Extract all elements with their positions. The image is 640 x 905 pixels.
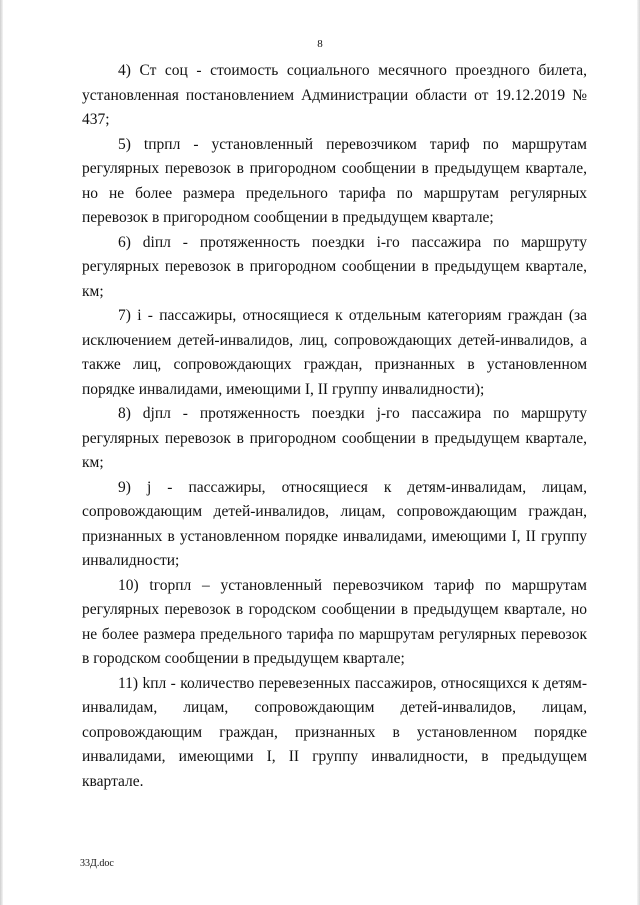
scan-edge-left [0, 0, 3, 905]
paragraph-item-6: 6) diпл - протяженность поездки i-го пассажира по маршруту регулярных перевозок в пригородном сообщении в предыдущем квартале, км; [82, 233, 587, 300]
paragraph-item-7: 7) i - пассажиры, относящиеся к отдельным категориям граждан (за исключением детей-инвалидов, лиц, сопровождающих детей-инвалидов, а также лиц, сопровождающих граждан, признанных в установленном порядке инвалидами, имеющими I, II группу инвалидности); [82, 307, 587, 398]
document-body [82, 59, 587, 794]
paragraph-item-11: 11) kпл - количество перевезенных пассажиров, относящихся к детям-инвалидам, лицам, сопровождающим детей-инвалидов, лицам, сопровождающим граждан, признанных в установленном порядке инвалидами, имеющими I, II группу инвалидности, в предыдущем квартале. [82, 674, 587, 790]
paragraph-item-8: 8) djпл - протяженность поездки j-го пассажира по маршруту регулярных перевозок в пригородном сообщении в предыдущем квартале, км; [82, 405, 587, 471]
paragraph-item-9: 9) j - пассажиры, относящиеся к детям-инвалидам, лицам, сопровождающим детей-инвалидов, лицам, сопровождающим граждан, признанных в установленном порядке инвалидами, имеющими I, II группу инвалидности; [82, 478, 587, 569]
page-number: 8 [317, 38, 323, 50]
paragraph-item-4: 4) Ст соц - стоимость социального месячного проездного билета, установленная постановлением Администрации области от 19.12.2019 № 437; [82, 62, 587, 128]
paragraph-item-10: 10) tгорпл – установленный перевозчиком тариф по маршрутам регулярных перевозок в городском сообщении в предыдущем квартале, но не более размера предельного тарифа по маршрутам регулярных перевозок в городском сообщении в предыдущем квартале; [82, 576, 587, 667]
paragraph-item-5: 5) tпрпл - установленный перевозчиком тариф по маршрутам регулярных перевозок в пригородном сообщении в предыдущем квартале, но не более размера предельного тарифа по маршрутам регулярных перевозок в пригородном сообщении в предыдущем квартале; [82, 135, 587, 226]
footer-filename: 33Д.doc [80, 858, 114, 869]
